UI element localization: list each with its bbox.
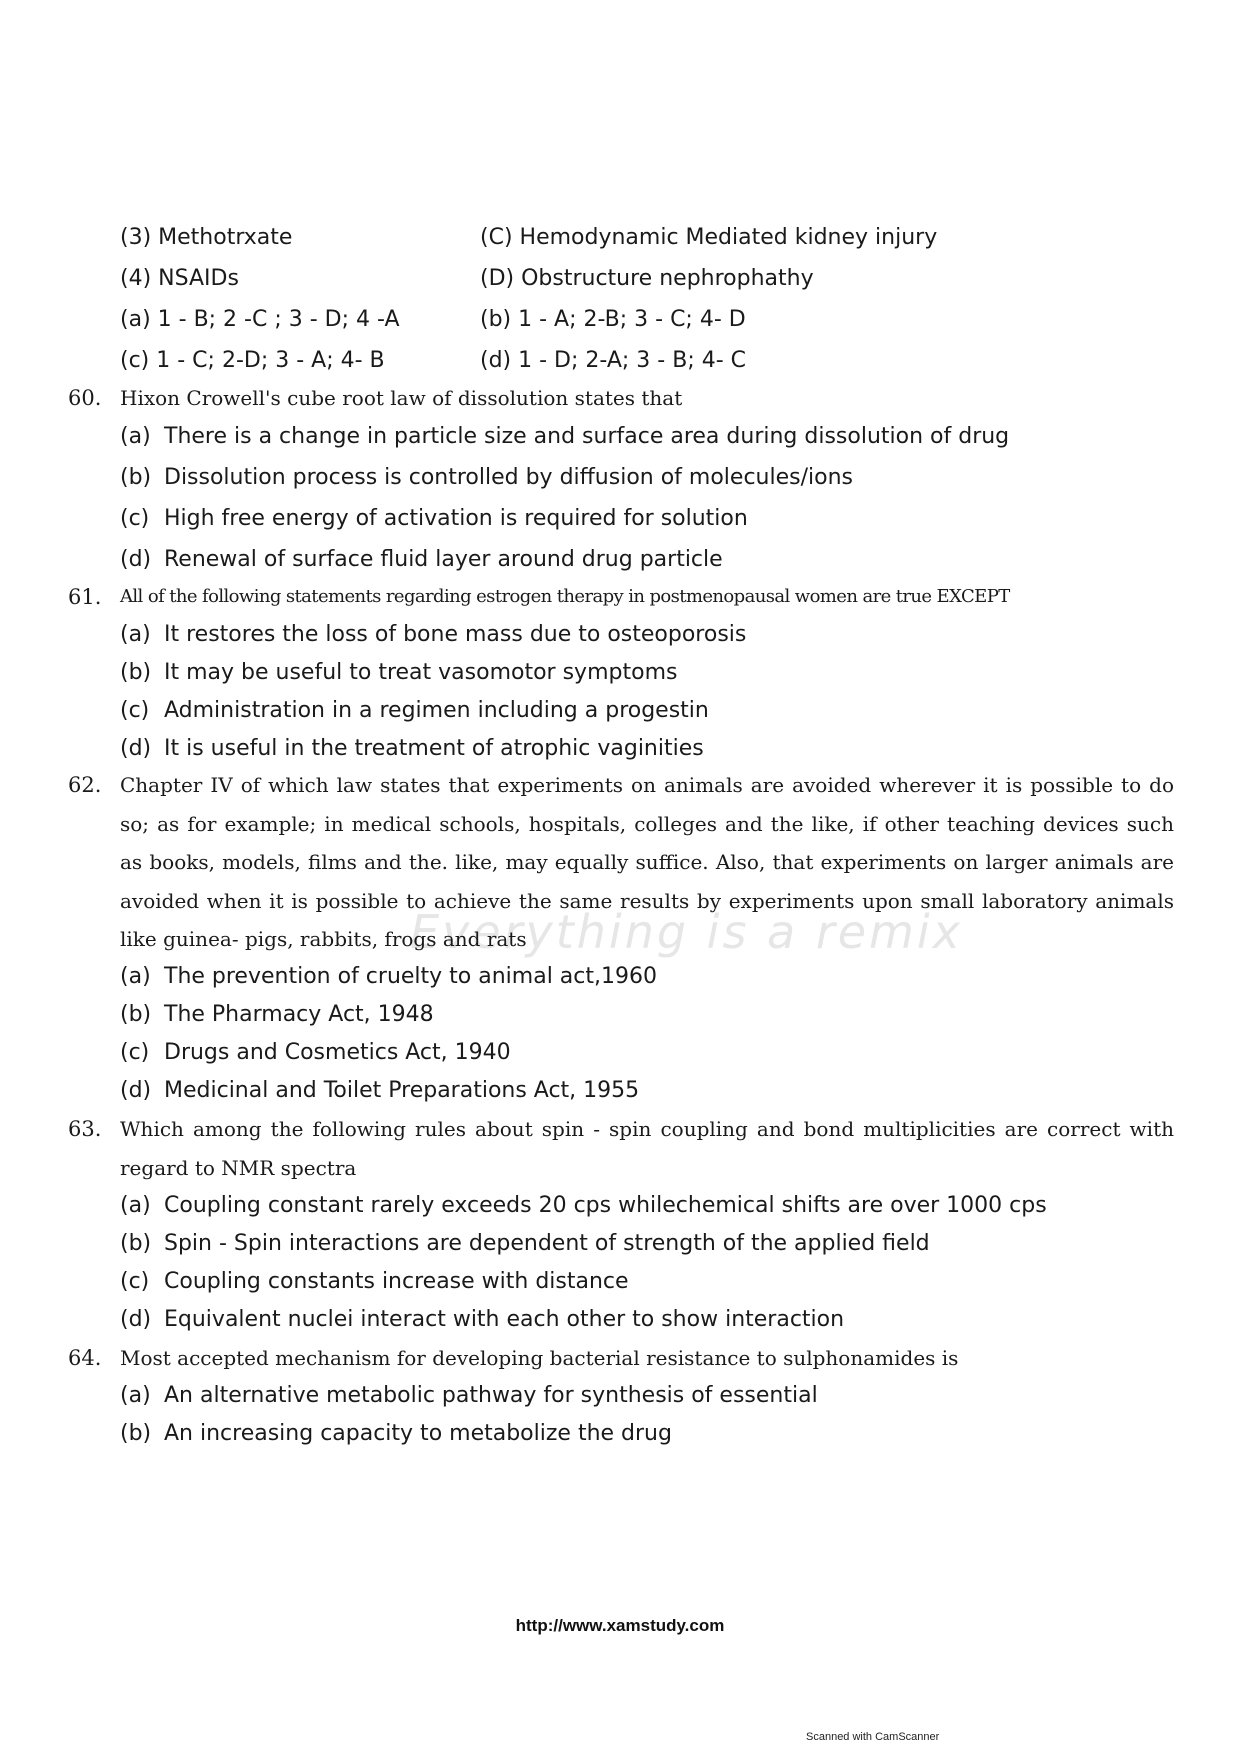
option-text: Coupling constant rarely exceeds 20 cps whilechemical shifts are over 1000 cps: [164, 1193, 1047, 1218]
option-label: (c): [120, 1040, 150, 1065]
option-text: An increasing capacity to metabolize the drug: [164, 1421, 672, 1446]
question-number: 63.: [68, 1117, 102, 1141]
option-label: (a): [120, 964, 151, 989]
option-c: [120, 505, 748, 533]
scanner-credit: Scanned with CamScanner: [806, 1731, 940, 1743]
question-stem: Chapter IV of which law states that experiments on animals are avoided wherever it is possible to do so; as for example; in medical schools, hospitals, colleges and the like, if other teaching devices such as books, models, films and the. like, may equally suffice. Also, that experiments on larger animals are avoided when it is possible to achieve the same results by experiments upon small laboratory animals like guinea- pigs, rabbits, frogs and rats: [120, 773, 1174, 951]
option-label: (d): [120, 736, 152, 761]
question-number: 62.: [68, 773, 102, 797]
option-text: It may be useful to treat vasomotor symptoms: [164, 660, 678, 685]
option-b: [120, 1230, 930, 1258]
option-text: Equivalent nuclei interact with each other to show interaction: [164, 1307, 845, 1332]
option-label: (b): [120, 465, 152, 490]
option-c: [120, 1039, 511, 1067]
match-right-c: (C) Hemodynamic Mediated kidney injury: [480, 225, 938, 250]
match-left-4: (4) NSAIDs: [120, 266, 239, 291]
option-text: High free energy of activation is required for solution: [164, 506, 748, 531]
option-label: (a): [120, 1383, 151, 1408]
option-b: [120, 1420, 672, 1448]
option-label: (a): [120, 424, 151, 449]
option-label: (b): [120, 1421, 152, 1446]
option-text: It restores the loss of bone mass due to osteoporosis: [164, 622, 747, 647]
match-option-b: (b) 1 - A; 2-B; 3 - C; 4- D: [480, 307, 746, 332]
option-label: (c): [120, 698, 150, 723]
option-text: The Pharmacy Act, 1948: [164, 1002, 434, 1027]
question-stem: Most accepted mechanism for developing bacterial resistance to sulphonamides is: [120, 1346, 959, 1370]
option-text: There is a change in particle size and surface area during dissolution of drug: [164, 424, 1010, 449]
match-option-c: (c) 1 - C; 2-D; 3 - A; 4- B: [120, 348, 385, 373]
option-a: [120, 423, 1009, 451]
question-stem: Hixon Crowell's cube root law of dissolution states that: [120, 386, 683, 410]
question-number: 61.: [68, 585, 102, 609]
option-text: Administration in a regimen including a progestin: [164, 698, 709, 723]
option-a: [120, 963, 657, 991]
option-text: It is useful in the treatment of atrophic vaginities: [164, 736, 704, 761]
option-text: An alternative metabolic pathway for synthesis of essential: [164, 1383, 818, 1408]
option-label: (a): [120, 1193, 151, 1218]
match-option-d: (d) 1 - D; 2-A; 3 - B; 4- C: [480, 348, 747, 373]
option-text: Medicinal and Toilet Preparations Act, 1955: [164, 1078, 640, 1103]
question-stem: Which among the following rules about spin - spin coupling and bond multiplicities are correct with regard to NMR spectra: [120, 1117, 1174, 1180]
match-right-d: (D) Obstructure nephrophathy: [480, 266, 814, 291]
option-label: (d): [120, 1078, 152, 1103]
option-d: [120, 1306, 844, 1334]
option-label: (c): [120, 1269, 150, 1294]
option-label: (d): [120, 547, 152, 572]
option-text: Coupling constants increase with distance: [164, 1269, 629, 1294]
option-label: (a): [120, 622, 151, 647]
option-label: (b): [120, 660, 152, 685]
option-text: Drugs and Cosmetics Act, 1940: [164, 1040, 511, 1065]
question-stem: All of the following statements regarding estrogen therapy in postmenopausal women are true EXCEPT: [120, 586, 1010, 607]
match-option-a: (a) 1 - B; 2 -C ; 3 - D; 4 -A: [120, 307, 400, 332]
option-c: [120, 1268, 629, 1296]
option-d: [120, 1077, 639, 1105]
option-b: [120, 464, 853, 492]
option-a: [120, 621, 746, 649]
match-left-3: (3) Methotrxate: [120, 225, 293, 250]
option-label: (b): [120, 1002, 152, 1027]
footer-url-link[interactable]: http://www.xamstudy.com: [515, 1616, 725, 1635]
option-label: (b): [120, 1231, 152, 1256]
question-number: 60.: [68, 386, 102, 410]
option-d: [120, 735, 704, 763]
option-text: Renewal of surface fluid layer around drug particle: [164, 547, 723, 572]
question-number: 64.: [68, 1346, 102, 1370]
option-text: Dissolution process is controlled by diffusion of molecules/ions: [164, 465, 853, 490]
option-label: (d): [120, 1307, 152, 1332]
option-text: Spin - Spin interactions are dependent of strength of the applied field: [164, 1231, 930, 1256]
option-c: [120, 697, 709, 725]
option-b: [120, 1001, 434, 1029]
option-d: [120, 546, 723, 574]
option-label: (c): [120, 506, 150, 531]
option-a: [120, 1192, 1047, 1220]
option-text: The prevention of cruelty to animal act,1960: [164, 964, 657, 989]
watermark-text: Everything is a remix: [410, 905, 963, 959]
option-b: [120, 659, 677, 687]
option-a: [120, 1382, 818, 1410]
